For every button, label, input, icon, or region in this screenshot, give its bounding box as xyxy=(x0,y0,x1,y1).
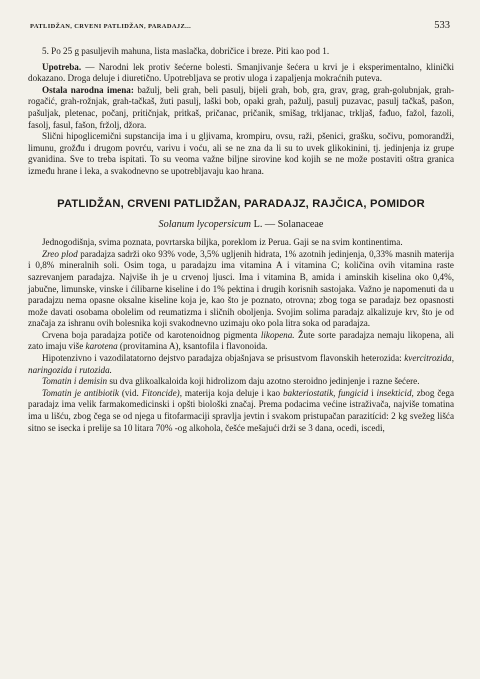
hypotensive-italic: kvercitrozida, naringozida i rutozida. xyxy=(28,353,454,375)
running-title: PATLIDŽAN, CRVENI PATLIDŽAN, PARADAJZ... xyxy=(30,23,192,30)
antibiotic-text-1: (vid. xyxy=(121,387,139,398)
folk-names-label: Ostala narodna imena: xyxy=(42,84,134,95)
antibiotic-text-4: zbog čega paradajz ima velik farmakomedicinski i opšti biološki značaj. Prema podacima većine istraživača, najviše tomatina ima u lišću, zbog čega se od njega u fitofarmaciji spravlja jevtin i svakom pristupačan parazitícid: 2 kg svežeg lišća sitno se isecka i prelije sa 10 litara 70% -og alkohola, češće mešajući drži se 3 dana, ocedi, iscedi, xyxy=(28,387,455,433)
pigment-text-1: Crvena boja paradajza potiče od karotenoidnog pigmenta xyxy=(42,329,258,340)
hypotensive-text: Hipotenzivno i vazodilatatorno dejstvo paradajza objašnjava se prisustvom flavonskih heterozida: xyxy=(42,353,402,364)
pigment-text-3: (provitamina A), ksantofila i flavonoida. xyxy=(119,341,268,352)
pigment-text-2: Žute sorte paradajza nemaju likopena, ali zato imaju više xyxy=(28,329,455,352)
usage-text: — Narodni lek protiv šećerne bolesti. Smanjivanje šećera u krvi je i eksperimentalno, klinički dokazano. Droga deluje i diuretično. Upotrebljava se protiv uloga i zapaljenja mokraćnih puteva. xyxy=(28,61,454,84)
pigment-italic-1: likopena. xyxy=(260,329,295,340)
composition-italic: Zreo plod xyxy=(42,248,78,259)
folk-names-text: bažulj, beli grah, beli pasulj, bijeli grah, bob, gra, grav, grag, grah-golubnjak, grah-rogačić, grah-rožnjak, grah-tačkaš, žuti pasulj, laški bob, opaki grah, pažulj, pasulj puzavac, pasulj tačkaš, pašon, pašuljak, pletenac, počanj, pritičnjak, pritkaš, pričanac, pričanik, smišag, trkljanac, trkljaš, fađuo, fažol, fazoli, fasolj, fasul, fašon, fržolj, džora. xyxy=(28,84,455,130)
antibiotic-italic-1: Tomatin je antibiotik xyxy=(42,387,119,398)
folk-names-paragraph xyxy=(28,85,454,131)
antibiotic-paragraph xyxy=(28,388,454,434)
section-heading: PATLIDŽAN, CRVENI PATLIDŽAN, PARADAJZ, RAJČICA, POMIDOR xyxy=(57,197,425,210)
composition-paragraph xyxy=(28,249,454,330)
composition-text: paradajza sadrži oko 93% vode, 3,5% ugljenih hidrata, 1% azotnih jedinjenja, 0,33% masnih materija i 0,8% mineralnih soli. Osim toga, u paradajzu ima vitamina A i vitamina C; količina ovih vitamina raste sazrevanjem paradajza. Najviše ih je u crvenoj ljusci. Ima i vitamina B, amida i aminskih kiselina oko 0,4%, jabučne, limunske, vinske i ćilibarne kiseline i do 1% pektina i drugih korisnih sastojaka. Važno je napomenuti da u paradajzu nema opasne oksalne kiseline koja je, kao što je poznato, otrovna; zbog toga se paradajz bez opasnosti može davati osobama obolelim od reumatizma i sličnih oboljenja. Svojim solima paradajz alkalizuje krv, što je od značaja za ishranu ovih bolesnika koji svakodnevno uzimaju oko pola litra soka od paradajza. xyxy=(28,248,455,329)
latin-author-family: L. — Solanaceae xyxy=(253,218,324,230)
page-content xyxy=(28,46,454,434)
latin-name: Solanum lycopersicum xyxy=(158,218,252,230)
pigment-italic-2: karotena xyxy=(85,341,118,352)
glycoalkaloid-text: su dva glikoalkaloida koji hidrolizom daju azotno steroidno jedinjenje i razne šećere. xyxy=(109,376,420,387)
antibiotic-italic-2: Fitoncide), xyxy=(141,387,182,398)
antibiotic-text-2: materija koja deluje i kao xyxy=(184,387,281,398)
page-number: 533 xyxy=(434,20,450,31)
usage-label: Upotreba. xyxy=(42,61,82,72)
running-head xyxy=(30,20,454,34)
glycoalkaloid-paragraph xyxy=(28,376,454,388)
antibiotic-italic-4: insekticid, xyxy=(376,387,414,398)
pigment-paragraph xyxy=(28,330,454,353)
usage-paragraph xyxy=(28,62,454,85)
antibiotic-text-3: i xyxy=(371,387,374,398)
closing-paragraph: Slični hipoglicemični supstancija ima i u gljivama, krompiru, ovsu, raži, pšenici, grašku, sočivu, pomorandži, limunu, grožđu i drugom povrću, varivu i voću, ali se ne zna da li su to uvek glikokinini, tj. jedinjenja iz grupe gvanidina. Sve to treba ispitati. To su veoma važne biljne sirovine kod kojih se ne može postaviti oštra granica između hrane i leka, a svakodnevno se upotrebljavaju kao hrana. xyxy=(28,131,454,176)
recipe-item-5: 5. Po 25 g pasuljevih mahuna, lista maslačka, dobričice i breze. Piti kao pod 1. xyxy=(42,46,330,56)
antibiotic-italic-3: bakteriostatik, fungicid xyxy=(282,387,369,398)
glycoalkaloid-italic: Tomatin i demisin xyxy=(42,376,108,387)
hypotensive-paragraph xyxy=(28,353,454,376)
latin-name-line xyxy=(28,219,454,231)
intro-paragraph: Jednogodišnja, svima poznata, povrtarska biljka, poreklom iz Perua. Gaji se na svim kontinentima. xyxy=(42,237,403,248)
